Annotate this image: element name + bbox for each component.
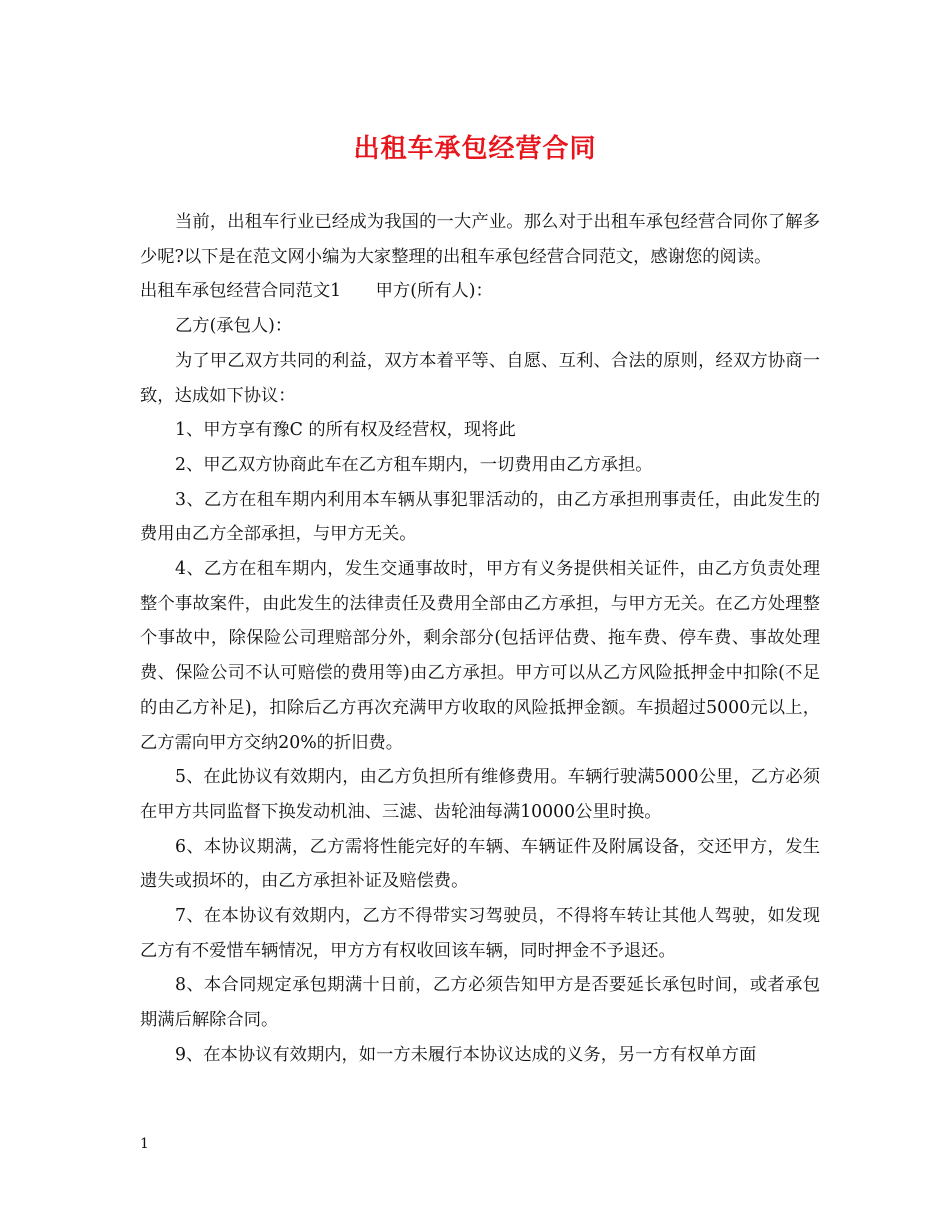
page-number: 1	[140, 1136, 149, 1152]
clause-8: 8、本合同规定承包期满十日前，乙方必须告知甲方是否要延长承包时间，或者承包期满后解除合同。	[140, 975, 820, 1031]
clause-3: 3、乙方在租车期内利用本车辆从事犯罪活动的，由乙方承担刑事责任，由此发生的费用由乙方全部承担，与甲方无关。	[140, 489, 820, 545]
intro-paragraph: 当前，出租车行业已经成为我国的一大产业。那么对于出租车承包经营合同你了解多少呢?以下是在范文网小编为大家整理的出租车承包经营合同范文，感谢您的阅读。	[140, 212, 820, 267]
clause-5: 5、在此协议有效期内，由乙方负担所有维修费用。车辆行驶满5000公里，乙方必须在甲方共同监督下换发动机油、三滤、齿轮油每满10000公里时换。	[140, 767, 820, 822]
clause-2: 2、甲乙双方协商此车在乙方租车期内，一切费用由乙方承担。	[175, 454, 653, 475]
clause-9: 9、在本协议有效期内，如一方未履行本协议达成的义务，另一方有权单方面	[175, 1044, 757, 1065]
clause-6: 6、本协议期满，乙方需将性能完好的车辆、车辆证件及附属设备，交还甲方，发生遗失或损坏的，由乙方承担补证及赔偿费。	[140, 836, 820, 892]
document-body	[140, 205, 820, 1073]
clause-1: 1、甲方享有豫C 的所有权及经营权，现将此	[175, 420, 516, 441]
clause-4: 4、乙方在租车期内，发生交通事故时，甲方有义务提供相关证件，由乙方负责处理整个事故案件，由此发生的法律责任及费用全部由乙方承担，与甲方无关。在乙方处理整个事故中，除保险公司理赔部分外，剩余部分(包括评估费、拖车费、停车费、事故处理费、保险公司不认可赔偿的费用等)由乙方承担。甲方可以从乙方风险抵押金中扣除(不足的由乙方补足)，扣除后乙方再次充满甲方收取的风险抵押金额。车损超过5000元以上，乙方需向甲方交纳20%的折旧费。	[140, 559, 820, 753]
contract-heading-party-a: 出租车承包经营合同范文1 甲方(所有人)：	[140, 281, 493, 302]
preamble-paragraph: 为了甲乙双方共同的利益，双方本着平等、自愿、互利、合法的原则，经双方协商一致，达成如下协议：	[140, 350, 820, 406]
document-title: 出租车承包经营合同	[353, 134, 597, 164]
party-b-line: 乙方(承包人)：	[175, 316, 293, 337]
clause-7: 7、在本协议有效期内，乙方不得带实习驾驶员，不得将车转让其他人驾驶，如发现乙方有不爱惜车辆情况，甲方方有权收回该车辆，同时押金不予退还。	[140, 906, 820, 961]
